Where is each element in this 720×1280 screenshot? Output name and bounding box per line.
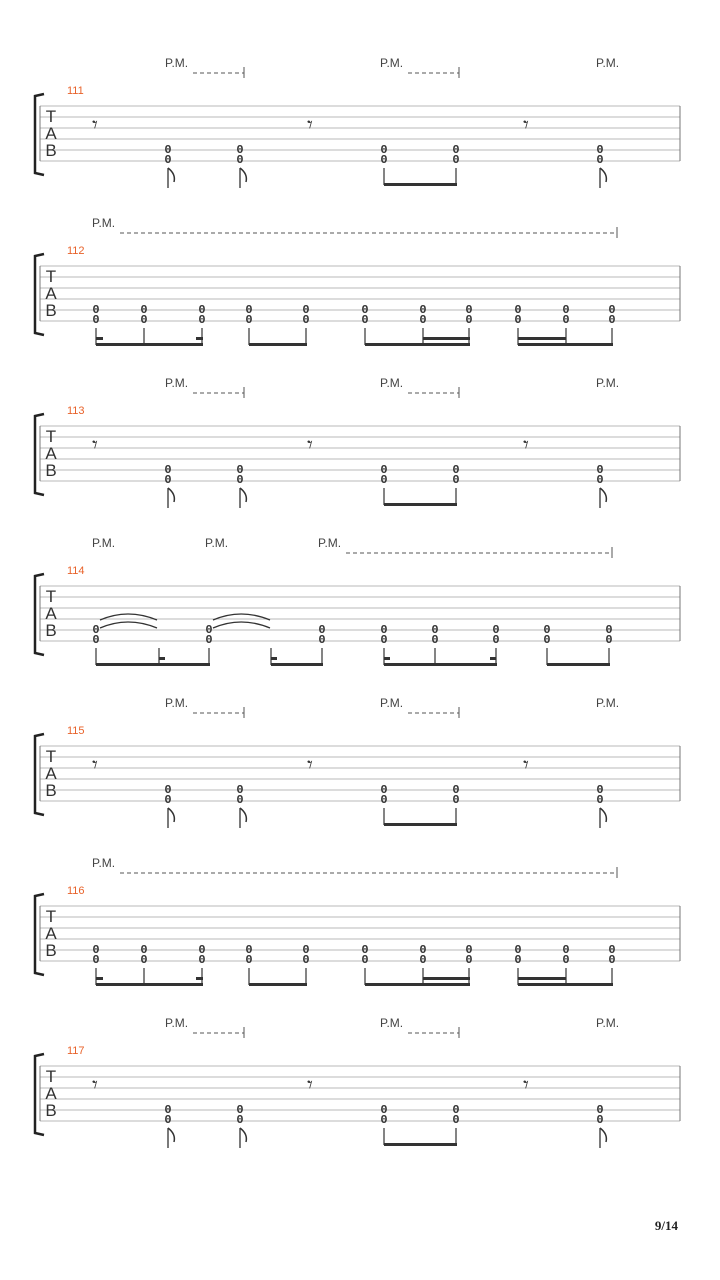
measure-number: 117 — [67, 1045, 85, 1057]
beam — [249, 983, 307, 986]
beam — [547, 663, 610, 666]
fret-number: 0 — [198, 943, 206, 957]
fret-number: 0 — [514, 303, 522, 317]
tab-staff — [0, 1000, 720, 1160]
eighth-rest: 𝄾 — [92, 753, 98, 778]
fret-number: 0 — [465, 953, 473, 967]
fret-number: 0 — [140, 943, 148, 957]
tab-clef-letter: A — [45, 1084, 57, 1103]
fret-number: 0 — [605, 633, 613, 647]
eighth-rest: 𝄾 — [307, 753, 313, 778]
beam — [96, 343, 203, 346]
tab-clef-letter: B — [45, 301, 57, 320]
fret-number: 0 — [236, 143, 244, 157]
tie — [100, 622, 157, 628]
note-flag — [168, 808, 174, 822]
fret-number: 0 — [514, 943, 522, 957]
beam — [96, 983, 203, 986]
tab-clef-letter: B — [45, 621, 57, 640]
beam — [518, 337, 566, 340]
fret-number: 0 — [92, 623, 100, 637]
fret-number: 0 — [380, 473, 388, 487]
fret-number: 0 — [380, 1113, 388, 1127]
fret-number: 0 — [514, 313, 522, 327]
fret-number: 0 — [596, 793, 604, 807]
fret-number: 0 — [236, 153, 244, 167]
fret-number: 0 — [205, 623, 213, 637]
fret-number: 0 — [596, 473, 604, 487]
fret-number: 0 — [380, 633, 388, 647]
fret-number: 0 — [205, 633, 213, 647]
beam — [384, 823, 457, 826]
beam — [271, 663, 323, 666]
fret-number: 0 — [380, 623, 388, 637]
fret-number: 0 — [596, 463, 604, 477]
note-flag — [600, 168, 606, 182]
eighth-rest: 𝄾 — [307, 1073, 313, 1098]
fret-number: 0 — [380, 153, 388, 167]
measure-number: 115 — [67, 725, 85, 737]
tab-clef-letter: A — [45, 124, 57, 143]
fret-number: 0 — [452, 1103, 460, 1117]
palm-mute-label: P.M. — [380, 696, 404, 710]
tab-system-116 — [0, 840, 720, 1000]
tab-staff — [0, 200, 720, 360]
palm-mute-label: P.M. — [165, 56, 189, 70]
eighth-rest: 𝄾 — [307, 113, 313, 138]
fret-number: 0 — [465, 303, 473, 317]
measure-number: 112 — [67, 245, 85, 257]
fret-number: 0 — [608, 943, 616, 957]
fret-number: 0 — [198, 313, 206, 327]
beam-stub — [490, 657, 496, 660]
fret-number: 0 — [236, 473, 244, 487]
fret-number: 0 — [92, 303, 100, 317]
beam — [365, 343, 470, 346]
fret-number: 0 — [452, 463, 460, 477]
fret-number: 0 — [164, 1103, 172, 1117]
fret-number: 0 — [514, 953, 522, 967]
palm-mute-label: P.M. — [165, 376, 189, 390]
fret-number: 0 — [452, 153, 460, 167]
fret-number: 0 — [608, 303, 616, 317]
tab-clef-letter: T — [45, 427, 57, 446]
palm-mute-label: P.M. — [380, 56, 404, 70]
note-flag — [168, 168, 174, 182]
tab-system-117 — [0, 1000, 720, 1160]
beam — [384, 663, 497, 666]
fret-number: 0 — [302, 303, 310, 317]
fret-number: 0 — [431, 623, 439, 637]
fret-number: 0 — [245, 303, 253, 317]
fret-number: 0 — [140, 303, 148, 317]
fret-number: 0 — [380, 1103, 388, 1117]
tab-system-113 — [0, 360, 720, 520]
fret-number: 0 — [608, 953, 616, 967]
palm-mute-label: P.M. — [596, 1016, 620, 1030]
fret-number: 0 — [92, 633, 100, 647]
fret-number: 0 — [492, 633, 500, 647]
fret-number: 0 — [596, 153, 604, 167]
tab-clef-letter: B — [45, 781, 57, 800]
fret-number: 0 — [164, 783, 172, 797]
fret-number: 0 — [164, 153, 172, 167]
beam — [518, 977, 566, 980]
tab-clef-letter: T — [45, 1067, 57, 1086]
fret-number: 0 — [608, 313, 616, 327]
fret-number: 0 — [380, 783, 388, 797]
fret-number: 0 — [596, 1113, 604, 1127]
note-flag — [600, 488, 606, 502]
tab-system-114 — [0, 520, 720, 680]
tab-clef-letter: T — [45, 587, 57, 606]
beam-stub — [196, 337, 203, 340]
tab-system-115 — [0, 680, 720, 840]
fret-number: 0 — [431, 633, 439, 647]
fret-number: 0 — [419, 303, 427, 317]
fret-number: 0 — [562, 943, 570, 957]
fret-number: 0 — [562, 303, 570, 317]
eighth-rest: 𝄾 — [92, 1073, 98, 1098]
fret-number: 0 — [543, 633, 551, 647]
tab-staff — [0, 40, 720, 200]
fret-number: 0 — [140, 953, 148, 967]
beam — [384, 183, 457, 186]
note-flag — [600, 808, 606, 822]
palm-mute-label: P.M. — [92, 856, 116, 870]
tab-staff — [0, 360, 720, 520]
tab-clef-letter: A — [45, 924, 57, 943]
fret-number: 0 — [236, 1103, 244, 1117]
eighth-rest: 𝄾 — [523, 753, 529, 778]
tab-clef-letter: A — [45, 764, 57, 783]
beam — [518, 983, 613, 986]
beam — [423, 337, 470, 340]
fret-number: 0 — [92, 943, 100, 957]
tab-clef-letter: B — [45, 941, 57, 960]
fret-number: 0 — [245, 953, 253, 967]
fret-number: 0 — [596, 783, 604, 797]
note-flag — [240, 488, 246, 502]
fret-number: 0 — [164, 463, 172, 477]
tab-clef-letter: T — [45, 267, 57, 286]
note-flag — [240, 1128, 246, 1142]
note-flag — [168, 488, 174, 502]
fret-number: 0 — [605, 623, 613, 637]
fret-number: 0 — [452, 1113, 460, 1127]
beam — [384, 503, 457, 506]
fret-number: 0 — [236, 793, 244, 807]
palm-mute-label: P.M. — [596, 56, 620, 70]
note-flag — [240, 168, 246, 182]
eighth-rest: 𝄾 — [307, 433, 313, 458]
fret-number: 0 — [198, 953, 206, 967]
beam — [423, 977, 470, 980]
beam — [518, 343, 613, 346]
fret-number: 0 — [452, 783, 460, 797]
fret-number: 0 — [164, 143, 172, 157]
fret-number: 0 — [361, 313, 369, 327]
fret-number: 0 — [596, 1103, 604, 1117]
tab-clef-letter: B — [45, 461, 57, 480]
fret-number: 0 — [452, 143, 460, 157]
tab-clef-letter: B — [45, 141, 57, 160]
page-number: 9/14 — [654, 1218, 678, 1233]
beam — [384, 1143, 457, 1146]
fret-number: 0 — [92, 313, 100, 327]
fret-number: 0 — [562, 953, 570, 967]
note-flag — [600, 1128, 606, 1142]
measure-number: 113 — [67, 405, 85, 417]
beam — [249, 343, 307, 346]
measure-number: 114 — [67, 565, 85, 577]
eighth-rest: 𝄾 — [523, 1073, 529, 1098]
beam-stub — [196, 977, 203, 980]
palm-mute-label: P.M. — [205, 536, 229, 550]
beam-stub — [96, 977, 103, 980]
fret-number: 0 — [380, 793, 388, 807]
palm-mute-label: P.M. — [596, 696, 620, 710]
tab-system-111 — [0, 40, 720, 200]
beam-stub — [159, 657, 165, 660]
eighth-rest: 𝄾 — [92, 113, 98, 138]
tab-staff — [0, 680, 720, 840]
fret-number: 0 — [245, 313, 253, 327]
fret-number: 0 — [164, 793, 172, 807]
fret-number: 0 — [92, 953, 100, 967]
fret-number: 0 — [465, 313, 473, 327]
fret-number: 0 — [380, 463, 388, 477]
palm-mute-label: P.M. — [165, 696, 189, 710]
beam — [96, 663, 210, 666]
palm-mute-label: P.M. — [596, 376, 620, 390]
fret-number: 0 — [236, 463, 244, 477]
eighth-rest: 𝄾 — [523, 113, 529, 138]
fret-number: 0 — [164, 1113, 172, 1127]
fret-number: 0 — [465, 943, 473, 957]
eighth-rest: 𝄾 — [523, 433, 529, 458]
tie — [213, 622, 270, 628]
measure-number: 116 — [67, 885, 85, 897]
tab-clef-letter: A — [45, 444, 57, 463]
beam-stub — [384, 657, 390, 660]
note-flag — [168, 1128, 174, 1142]
fret-number: 0 — [361, 303, 369, 317]
fret-number: 0 — [302, 313, 310, 327]
beam — [365, 983, 470, 986]
fret-number: 0 — [318, 623, 326, 637]
fret-number: 0 — [361, 953, 369, 967]
palm-mute-label: P.M. — [165, 1016, 189, 1030]
fret-number: 0 — [140, 313, 148, 327]
fret-number: 0 — [302, 953, 310, 967]
measure-number: 111 — [67, 85, 84, 97]
beam-stub — [271, 657, 277, 660]
palm-mute-label: P.M. — [380, 376, 404, 390]
fret-number: 0 — [245, 943, 253, 957]
fret-number: 0 — [419, 953, 427, 967]
fret-number: 0 — [361, 943, 369, 957]
fret-number: 0 — [596, 143, 604, 157]
note-flag — [240, 808, 246, 822]
tab-clef-letter: B — [45, 1101, 57, 1120]
fret-number: 0 — [492, 623, 500, 637]
tab-system-112 — [0, 200, 720, 360]
palm-mute-label: P.M. — [380, 1016, 404, 1030]
tab-staff — [0, 840, 720, 1000]
fret-number: 0 — [419, 313, 427, 327]
tab-clef-letter: A — [45, 604, 57, 623]
fret-number: 0 — [236, 783, 244, 797]
fret-number: 0 — [302, 943, 310, 957]
fret-number: 0 — [318, 633, 326, 647]
fret-number: 0 — [380, 143, 388, 157]
fret-number: 0 — [452, 793, 460, 807]
eighth-rest: 𝄾 — [92, 433, 98, 458]
tab-clef-letter: T — [45, 907, 57, 926]
palm-mute-label: P.M. — [92, 216, 116, 230]
tab-clef-letter: A — [45, 284, 57, 303]
fret-number: 0 — [198, 303, 206, 317]
palm-mute-label: P.M. — [318, 536, 342, 550]
tab-clef-letter: T — [45, 747, 57, 766]
tab-staff — [0, 520, 720, 680]
beam-stub — [96, 337, 103, 340]
fret-number: 0 — [419, 943, 427, 957]
fret-number: 0 — [543, 623, 551, 637]
fret-number: 0 — [452, 473, 460, 487]
tab-clef-letter: T — [45, 107, 57, 126]
fret-number: 0 — [562, 313, 570, 327]
fret-number: 0 — [164, 473, 172, 487]
palm-mute-label: P.M. — [92, 536, 116, 550]
fret-number: 0 — [236, 1113, 244, 1127]
